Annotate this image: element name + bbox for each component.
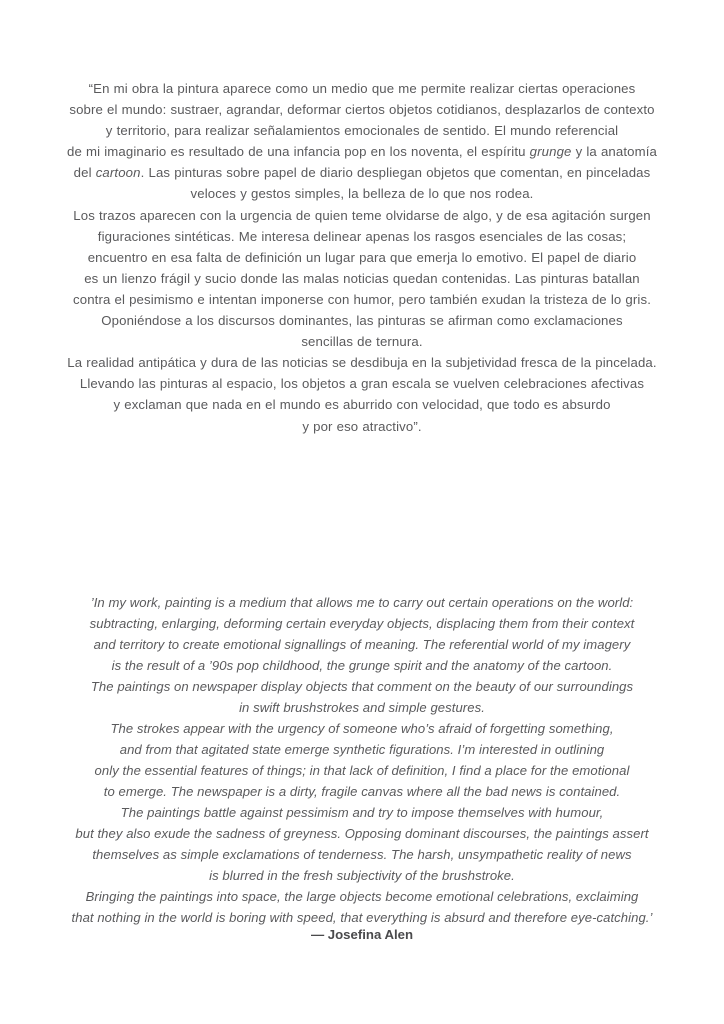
attribution: — Josefina Alen bbox=[310, 927, 414, 942]
statement-line: Los trazos aparecen con la urgencia de quien teme olvidarse de algo, y de esa agitación surgen bbox=[73, 207, 651, 223]
statement-line: Bringing the paintings into space, the large objects become emotional celebrations, exclaiming bbox=[85, 889, 639, 904]
statement-line: “En mi obra la pintura aparece como un medio que me permite realizar ciertas operaciones bbox=[88, 81, 636, 96]
statement-line: y por eso atractivo”. bbox=[302, 418, 422, 434]
statement-line: The strokes appear with the urgency of someone who’s afraid of forgetting something, bbox=[110, 721, 614, 736]
statement-line: and from that agitated state emerge synthetic figurations. I’m interested in outlining bbox=[119, 742, 605, 757]
statement-line: but they also exude the sadness of greyness. Opposing dominant discourses, the paintings assert bbox=[75, 826, 649, 841]
statement-line: subtracting, enlarging, deforming certain everyday objects, displacing them from their context bbox=[89, 616, 635, 631]
statement-line: that nothing in the world is boring with speed, that everything is absurd and therefore eye-catching.’ bbox=[71, 910, 653, 925]
statement-line: ’In my work, painting is a medium that allows me to carry out certain operations on the world: bbox=[90, 595, 634, 610]
artist-statement-spanish bbox=[62, 78, 662, 437]
emphasised-term: cartoon bbox=[95, 165, 141, 181]
statement-line: veloces y gestos simples, la belleza de lo que nos rodea. bbox=[190, 186, 534, 202]
statement-line: y territorio, para realizar señalamientos emocionales de sentido. El mundo referencial bbox=[105, 123, 619, 139]
statement-line: sobre el mundo: sustraer, agrandar, deformar ciertos objetos cotidianos, desplazarlos de contexto bbox=[69, 102, 655, 118]
statement-line: sencillas de ternura. bbox=[301, 334, 423, 350]
artist-statement-english bbox=[62, 592, 662, 928]
statement-line: Llevando las pinturas al espacio, los objetos a gran escala se vuelven celebraciones afectivas bbox=[79, 376, 645, 392]
statement-line: es un lienzo frágil y sucio donde las malas noticias quedan contenidas. Las pinturas batallan bbox=[84, 270, 640, 286]
statement-line: to emerge. The newspaper is a dirty, fragile canvas where all the bad news is contained. bbox=[103, 784, 621, 799]
statement-line: y exclaman que nada en el mundo es aburrido con velocidad, que todo es absurdo bbox=[113, 397, 611, 413]
statement-line: encuentro en esa falta de definición un lugar para que emerja lo emotivo. El papel de diario bbox=[87, 249, 637, 265]
statement-line: The paintings on newspaper display objects that comment on the beauty of our surroundings bbox=[90, 679, 634, 694]
statement-line: figuraciones sintéticas. Me interesa delinear apenas los rasgos esenciales de las cosas; bbox=[97, 228, 627, 244]
document-content bbox=[62, 0, 662, 1024]
statement-line: de mi imaginario es resultado de una infancia pop en los noventa, el espíritu grunge y la anatomía bbox=[67, 144, 657, 160]
emphasised-term: grunge bbox=[529, 144, 572, 160]
statement-line: themselves as simple exclamations of tenderness. The harsh, unsympathetic reality of news bbox=[92, 847, 632, 862]
statement-line: The paintings battle against pessimism and try to impose themselves with humour, bbox=[120, 805, 604, 820]
statement-line: is blurred in the fresh subjectivity of the brushstroke. bbox=[209, 868, 515, 883]
statement-line: contra el pesimismo e intentan imponerse con humor, pero también exudan la tristeza de lo gris. bbox=[73, 291, 651, 307]
statement-line: in swift brushstrokes and simple gestures. bbox=[239, 700, 485, 715]
statement-line: Oponiéndose a los discursos dominantes, las pinturas se afirman como exclamaciones bbox=[101, 313, 623, 329]
statement-line: is the result of a ’90s pop childhood, the grunge spirit and the anatomy of the cartoon. bbox=[111, 658, 613, 673]
statement-line: and territory to create emotional signallings of meaning. The referential world of my imagery bbox=[93, 637, 631, 652]
statement-line: La realidad antipática y dura de las noticias se desdibuja en la subjetividad fresca de la pincelada. bbox=[67, 355, 657, 371]
statement-line: only the essential features of things; in that lack of definition, I find a place for the emotional bbox=[94, 763, 630, 778]
statement-line: del cartoon. Las pinturas sobre papel de diario despliegan objetos que comentan, en pinceladas bbox=[73, 165, 651, 181]
